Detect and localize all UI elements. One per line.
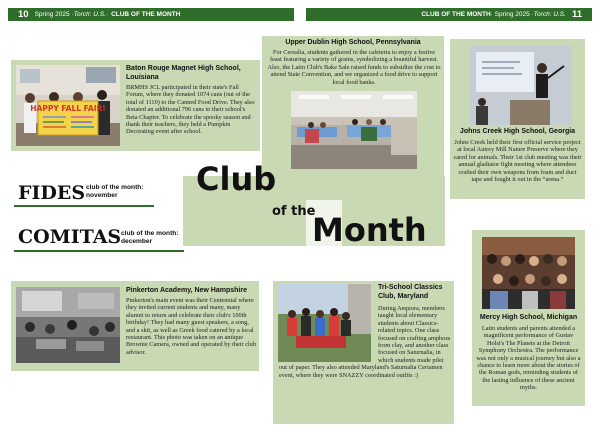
upper-dublin-body: For Cerealia, students gathered in the cafeteria to enjoy a festive feast featuring a variety of grains, symbolizing a bountiful harvest. Also, the Latin Club's Bake Sale raised funds to subsidize the cost to attend State Convention, and we organized a food drive to support local food banks. [267, 49, 441, 86]
comitas-month: december [121, 238, 153, 245]
upper-dublin-title: Upper Dublin High School, Pennsylvania [285, 39, 421, 46]
pinkerton-photo [16, 287, 120, 363]
fides-rule [14, 205, 154, 207]
comitas-label-text: club of the month: [121, 230, 179, 237]
left-page-header [8, 8, 294, 21]
left-page-number: 10 [18, 9, 29, 20]
pinkerton-title: Pinkerton Academy, New Hampshire [126, 287, 247, 294]
tri-school-body-text: During Aequora, members taught local elementary students about Classics-related topics. One class focused on crafting amphora from clay, and another class focused on Saturnalia, in which students made pilei out of paper. They also attended Maryland's Saturnalia Certamen event, where they were SNAZZY coordinated outfits :) [279, 305, 451, 379]
left-header-issue: Spring 2025 · [34, 11, 74, 18]
baton-rouge-title: Baton Rouge Magnet High School, Louisiana [126, 65, 241, 81]
tri-school-title: Tri-School Classics Club, Maryland [378, 284, 443, 300]
fides-word: FIDES [18, 182, 86, 204]
left-header-section: CLUB OF THE MONTH [111, 11, 181, 18]
fides-label [86, 184, 144, 200]
title-club: Club [196, 160, 277, 198]
johns-creek-title: Johns Creek High School, Georgia [459, 128, 576, 135]
right-header-issue: · Spring 2025 · [490, 11, 534, 18]
right-header-section: CLUB OF THE MONTH [421, 11, 491, 18]
upper-dublin-photo [291, 91, 417, 169]
right-page-number: 11 [571, 9, 582, 20]
baton-rouge-photo [16, 65, 120, 146]
mercy-title: Mercy High School, Michigan [479, 314, 578, 321]
tri-school-body [279, 305, 451, 423]
pinkerton-body: Pinkerton's main event was their Centennial where they invited current students and many, many alumni to return and celebrate their club's 100th birthday! They had many guest speakers, a song, and a skit, as well as Greek food catered by a local restaurant. This photo was taken on an antique Brownie Camera, owned and operated by their club advisor. [126, 297, 257, 356]
mercy-photo [482, 237, 575, 309]
comitas-word: COMITAS [18, 226, 122, 248]
left-header-separator: · [105, 11, 109, 18]
johns-creek-body: Johns Creek held their first official service project at local Autrey Mill Nature Preserve where they cared for animals. Their 1st club meeting was their annual gladiator fight meeting where attendees crafted their own weapons from foam and duct tape and fought it out in the “arena.” [453, 139, 582, 184]
title-of-the: of the [272, 204, 316, 219]
comitas-rule [14, 250, 184, 252]
fides-label-text: club of the month: [86, 184, 144, 191]
right-header-publication: Torch: U.S. [533, 11, 566, 18]
right-page-header [306, 8, 592, 21]
johns-creek-photo [470, 46, 572, 125]
fides-month: november [86, 192, 118, 199]
baton-rouge-body: BRMHS JCL participated in their state's Fall Forum, where they donated 1074 cans (out of the total of 1110) to the Canned Food Drive. They also donated an additional 796 cans to their school's Beta Chapter. To celebrate the spooky season and thank their teachers, they held a Pumpkin Decorating event after school. [126, 84, 255, 136]
mercy-body: Latin students and parents attended a magnificent performance of Gustav Holst's The Planets at the Detroit Symphony Orchestra. The performance was not only a musical journey but also a chance to learn more about the stories of the Roman gods, reminding students of the lasting influence of these ancient myths. [476, 325, 581, 392]
baton-rouge-banner-text: HAPPY FALL FAIR! [30, 104, 106, 113]
comitas-label [121, 230, 179, 246]
left-header-publication: Torch: U.S. [73, 11, 106, 18]
title-month: Month [312, 211, 427, 249]
